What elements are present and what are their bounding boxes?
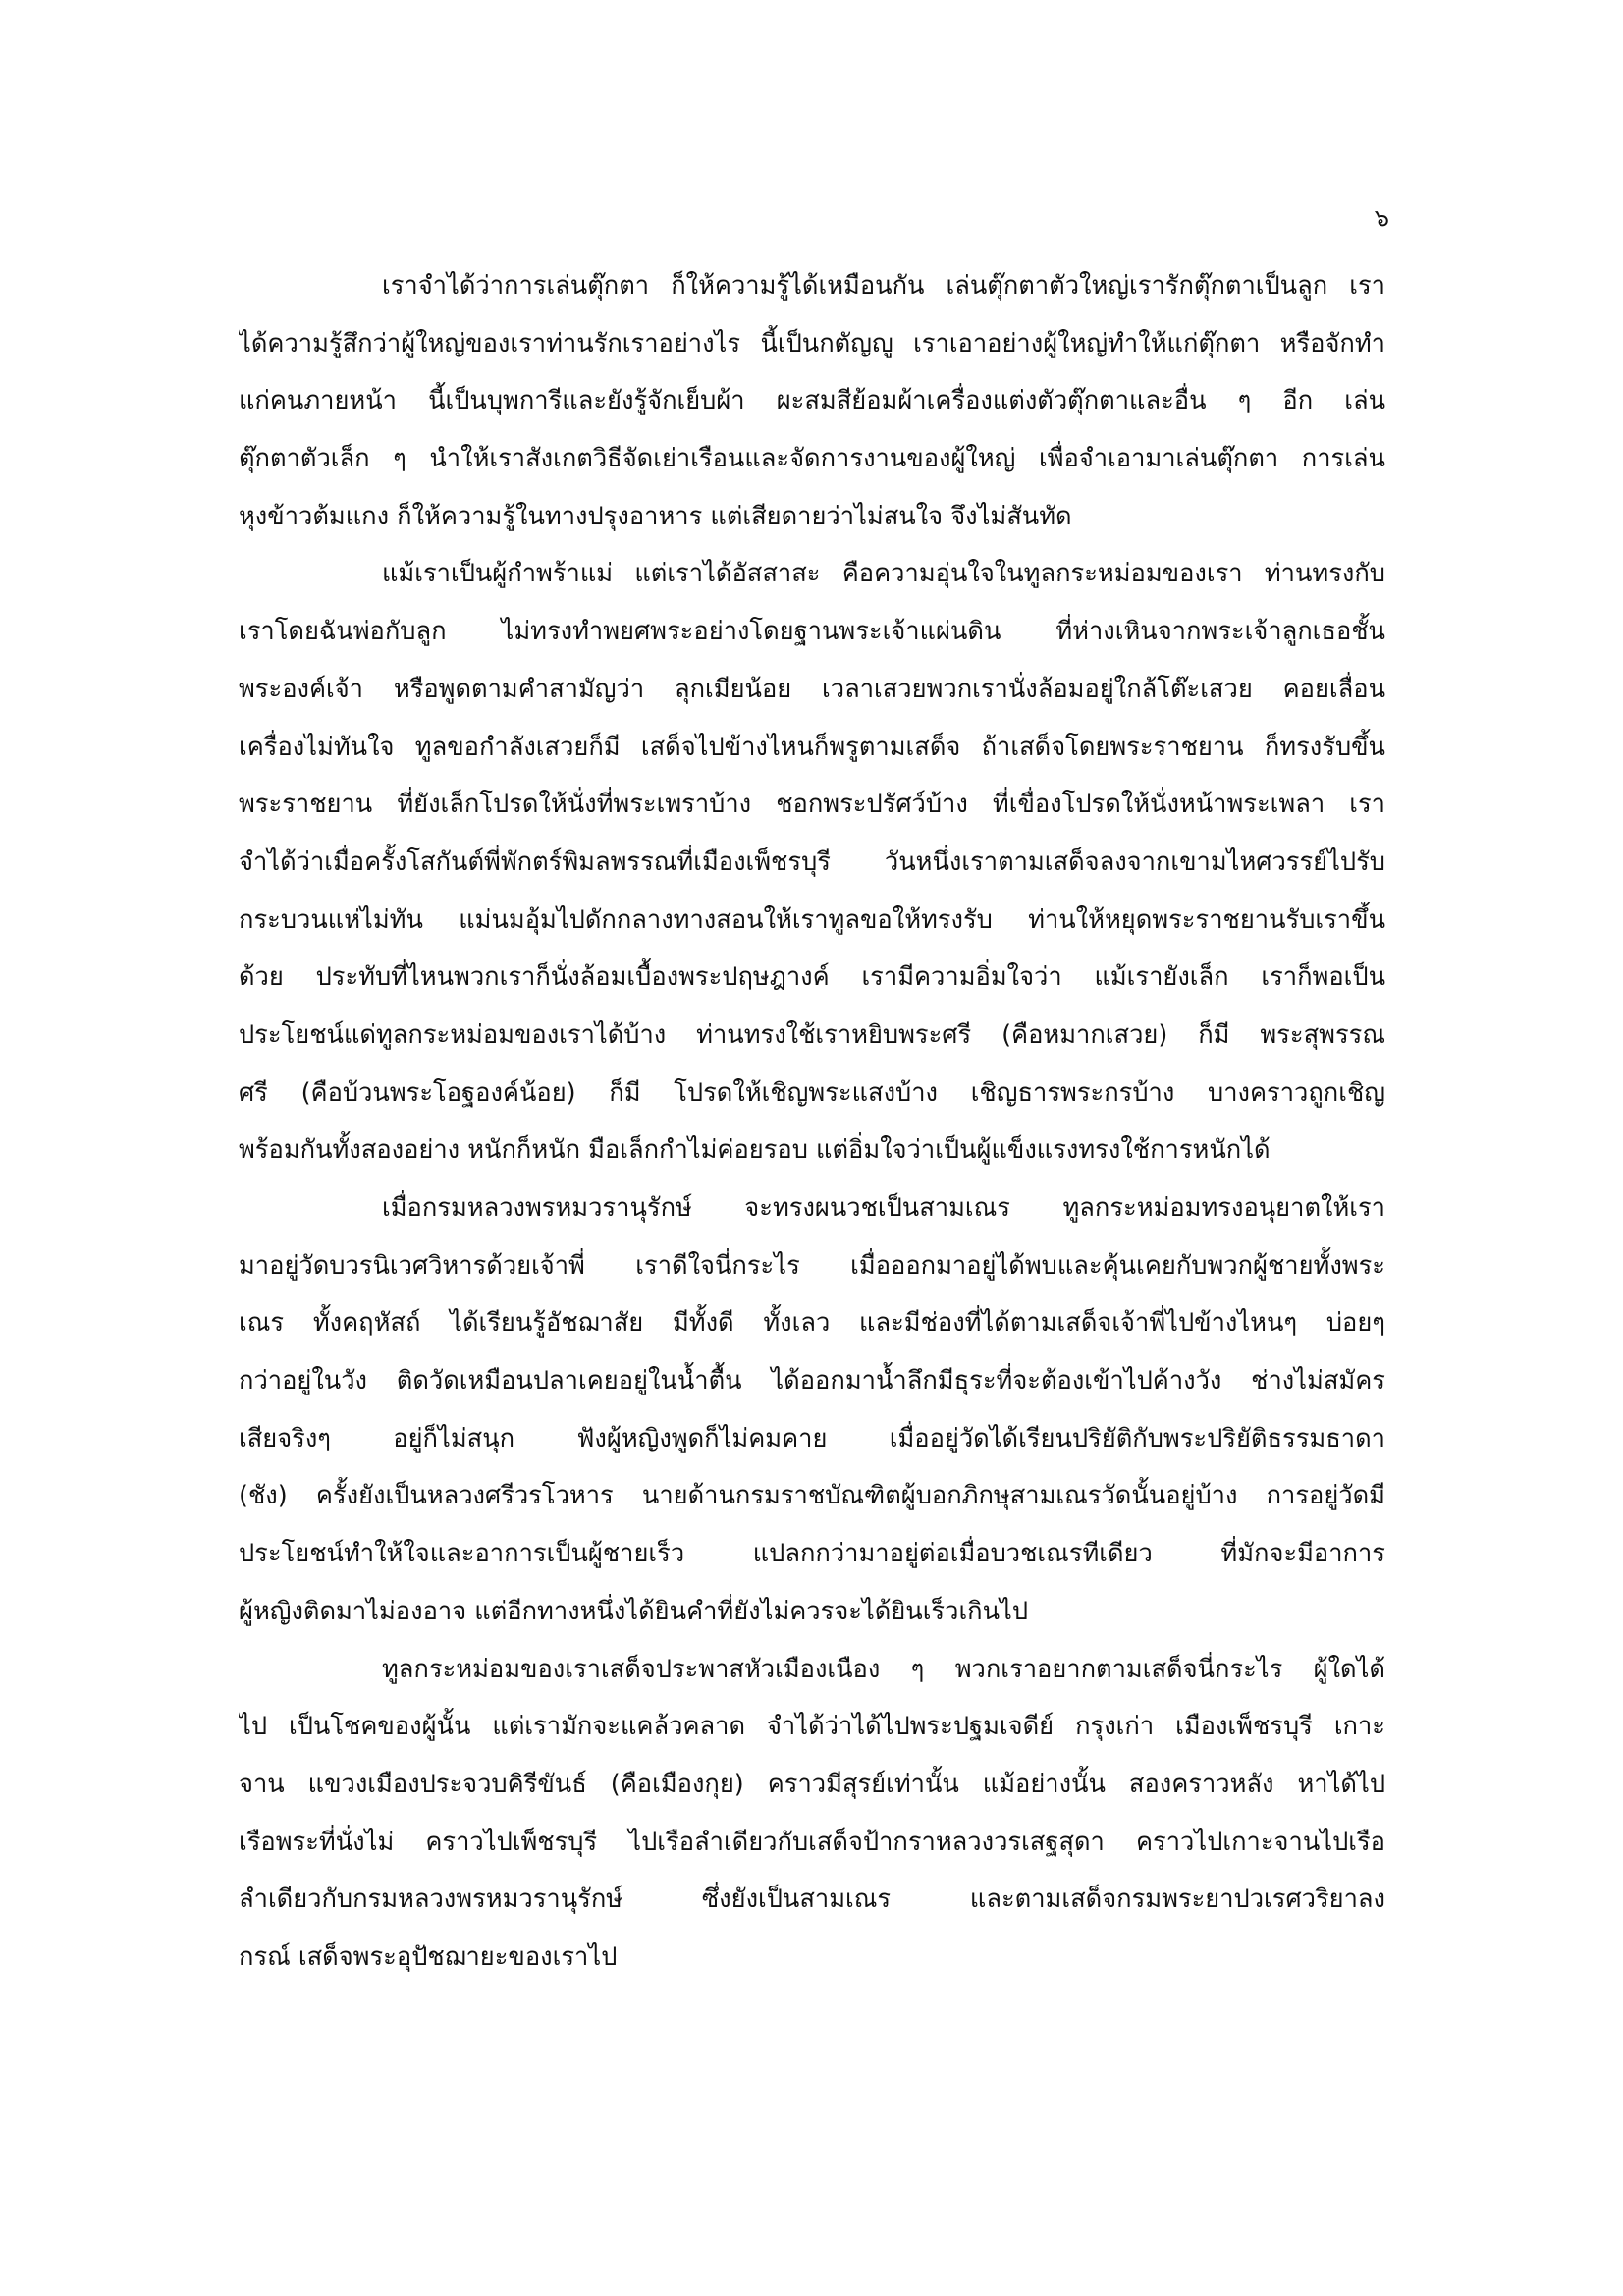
- text-line: (ชัง) ครั้งยังเป็นหลวงศรีวรโวหาร นายด้านกรมราชบัณฑิตผู้บอกภิกษุสามเณรวัดนั้นอยู่บ้าง การอยู่วัดมี: [239, 1481, 1385, 1511]
- text-line: เราโดยฉันพ่อกับลูก ไม่ทรงทำพยศพระอย่างโดยฐานพระเจ้าแผ่นดิน ที่ห่างเหินจากพระเจ้าลูกเธอชั้น: [239, 617, 1385, 647]
- text-line: จำได้ว่าเมื่อครั้งโสกันต์พี่พักตร์พิมลพรรณที่เมืองเพ็ชรบุรี วันหนึ่งเราตามเสด็จลงจากเขามไหศวรรย์ไปรับ: [239, 847, 1385, 877]
- text-line: มาอยู่วัดบวรนิเวศวิหารด้วยเจ้าพี่ เราดีใจนี่กระไร เมื่อออกมาอยู่ได้พบและคุ้นเคยกับพวกผู้ชายทั้งพระ: [239, 1250, 1385, 1281]
- text-line: เรือพระที่นั่งไม่ คราวไปเพ็ชรบุรี ไปเรือลำเดียวกับเสด็จป้ากราหลวงวรเสฐสุดา คราวไปเกาะจานไปเรือ: [239, 1827, 1385, 1857]
- body-text: [239, 257, 1385, 1987]
- text-line: แก่คนภายหน้า นี้เป็นบุพการีและยังรู้จักเย็บผ้า ผะสมสีย้อมผ้าเครื่องแต่งตัวตุ๊กตาและอื่น ๆ อีก เล่น: [239, 386, 1385, 416]
- text-line: กรณ์ เสด็จพระอุปัชฌายะของเราไป: [239, 1941, 618, 1972]
- text-line: เราจำได้ว่าการเล่นตุ๊กตา ก็ให้ความรู้ได้เหมือนกัน เล่นตุ๊กตาตัวใหญ่เรารักตุ๊กตาเป็นลูก เรา: [382, 271, 1385, 301]
- text-line: กระบวนแห่ไม่ทัน แม่นมอุ้มไปดักกลางทางสอนให้เราทูลขอให้ทรงรับ ท่านให้หยุดพระราชยานรับเราขึ้น: [239, 904, 1385, 935]
- text-line: ประโยชน์แด่ทูลกระหม่อมของเราได้บ้าง ท่านทรงใช้เราหยิบพระศรี (คือหมากเสวย) ก็มี พระสุพรรณ: [239, 1019, 1385, 1050]
- text-line: ด้วย ประทับที่ไหนพวกเราก็นั่งล้อมเบื้องพระปฤษฎางค์ เรามีความอิ่มใจว่า แม้เรายังเล็ก เราก็พอเป็น: [239, 962, 1385, 993]
- text-line: ผู้หญิงติดมาไม่องอาจ แต่อีกทางหนึ่งได้ยินคำที่ยังไม่ควรจะได้ยินเร็วเกินไป: [239, 1596, 1029, 1626]
- text-line: กว่าอยู่ในวัง ติดวัดเหมือนปลาเคยอยู่ในน้ำตื้น ได้ออกมาน้ำลึกมีธุระที่จะต้องเข้าไปค้างวัง ช่างไม่สมัคร: [239, 1366, 1385, 1396]
- text-line: เสียจริงๆ อยู่ก็ไม่สนุก ฟังผู้หญิงพูดก็ไม่คมคาย เมื่ออยู่วัดได้เรียนปริยัติกับพระปริยัติธรรมธาดา: [239, 1423, 1385, 1453]
- paragraph-2: [239, 545, 1385, 1179]
- text-line: เมื่อกรมหลวงพรหมวรานุรักษ์ จะทรงผนวชเป็นสามเณร ทูลกระหม่อมทรงอนุยาตให้เรา: [382, 1193, 1385, 1223]
- text-line: ตุ๊กตาตัวเล็ก ๆ นำให้เราสังเกตวิธีจัดเย่าเรือนและจัดการงานของผู้ใหญ่ เพื่อจำเอามาเล่นตุ๊กตา การเล่น: [239, 444, 1385, 474]
- text-line: พร้อมกันทั้งสองอย่าง หนักก็หนัก มือเล็กกำไม่ค่อยรอบ แต่อิ่มใจว่าเป็นผู้แข็งแรงทรงใช้การหนักได้: [239, 1135, 1271, 1166]
- page-number: ๖: [1374, 204, 1389, 232]
- paragraph-4: [239, 1641, 1385, 1987]
- text-line: พระราชยาน ที่ยังเล็กโปรดให้นั่งที่พระเพราบ้าง ชอกพระปรัศว์บ้าง ที่เขื่องโปรดให้นั่งหน้าพระเพลา เรา: [239, 790, 1385, 820]
- text-line: พระองค์เจ้า หรือพูดตามคำสามัญว่า ลุกเมียน้อย เวลาเสวยพวกเรานั่งล้อมอยู่ใกล้โต๊ะเสวย คอยเลื่อน: [239, 674, 1385, 704]
- text-line: เณร ทั้งคฤหัสถ์ ได้เรียนรู้อัชฌาสัย มีทั้งดี ทั้งเลว และมีช่องที่ได้ตามเสด็จเจ้าพี่ไปข้างไหนๆ บ่อยๆ: [239, 1308, 1385, 1339]
- text-line: ลำเดียวกับกรมหลวงพรหมวรานุรักษ์ ซึ่งยังเป็นสามเณร และตามเสด็จกรมพระยาปวเรศวริยาลง: [239, 1885, 1385, 1915]
- text-line: ไป เป็นโชคของผู้นั้น แต่เรามักจะแคล้วคลาด จำได้ว่าได้ไปพระปฐมเจดีย์ กรุงเก่า เมืองเพ็ชรบุรี เกาะ: [239, 1712, 1385, 1742]
- paragraph-1: [239, 257, 1385, 545]
- text-line: เครื่องไม่ทันใจ ทูลขอกำลังเสวยก็มี เสด็จไปข้างไหนก็พรูตามเสด็จ ถ้าเสด็จโดยพระราชยาน ก็ทรงรับขึ้น: [239, 732, 1385, 762]
- text-line: ได้ความรู้สึกว่าผู้ใหญ่ของเราท่านรักเราอย่างไร นี้เป็นกตัญญู เราเอาอย่างผู้ใหญ่ทำให้แก่ตุ๊กตา หรือจักทำ: [239, 328, 1385, 358]
- text-line: ศรี (คือบ้วนพระโอฐองค์น้อย) ก็มี โปรดให้เชิญพระแสงบ้าง เชิญธารพระกรบ้าง บางคราวถูกเชิญ: [239, 1077, 1385, 1108]
- text-line: ทูลกระหม่อมของเราเสด็จประพาสหัวเมืองเนือง ๆ พวกเราอยากตามเสด็จนี่กระไร ผู้ใดได้: [382, 1654, 1385, 1684]
- text-line: จาน แขวงเมืองประจวบคิรีขันธ์ (คือเมืองกุย) คราวมีสุรย์เท่านั้น แม้อย่างนั้น สองคราวหลัง หาได้ไป: [239, 1769, 1385, 1799]
- text-line: หุงข้าวต้มแกง ก็ให้ความรู้ในทางปรุงอาหาร แต่เสียดายว่าไม่สนใจ จึงไม่สันทัด: [239, 501, 1072, 531]
- text-line: แม้เราเป็นผู้กำพร้าแม่ แต่เราได้อัสสาสะ คือความอุ่นใจในทูลกระหม่อมของเรา ท่านทรงกับ: [382, 559, 1385, 589]
- paragraph-3: [239, 1179, 1385, 1641]
- text-line: ประโยชน์ทำให้ใจและอาการเป็นผู้ชายเร็ว แปลกกว่ามาอยู่ต่อเมื่อบวชเณรทีเดียว ที่มักจะมีอาการ: [239, 1539, 1385, 1569]
